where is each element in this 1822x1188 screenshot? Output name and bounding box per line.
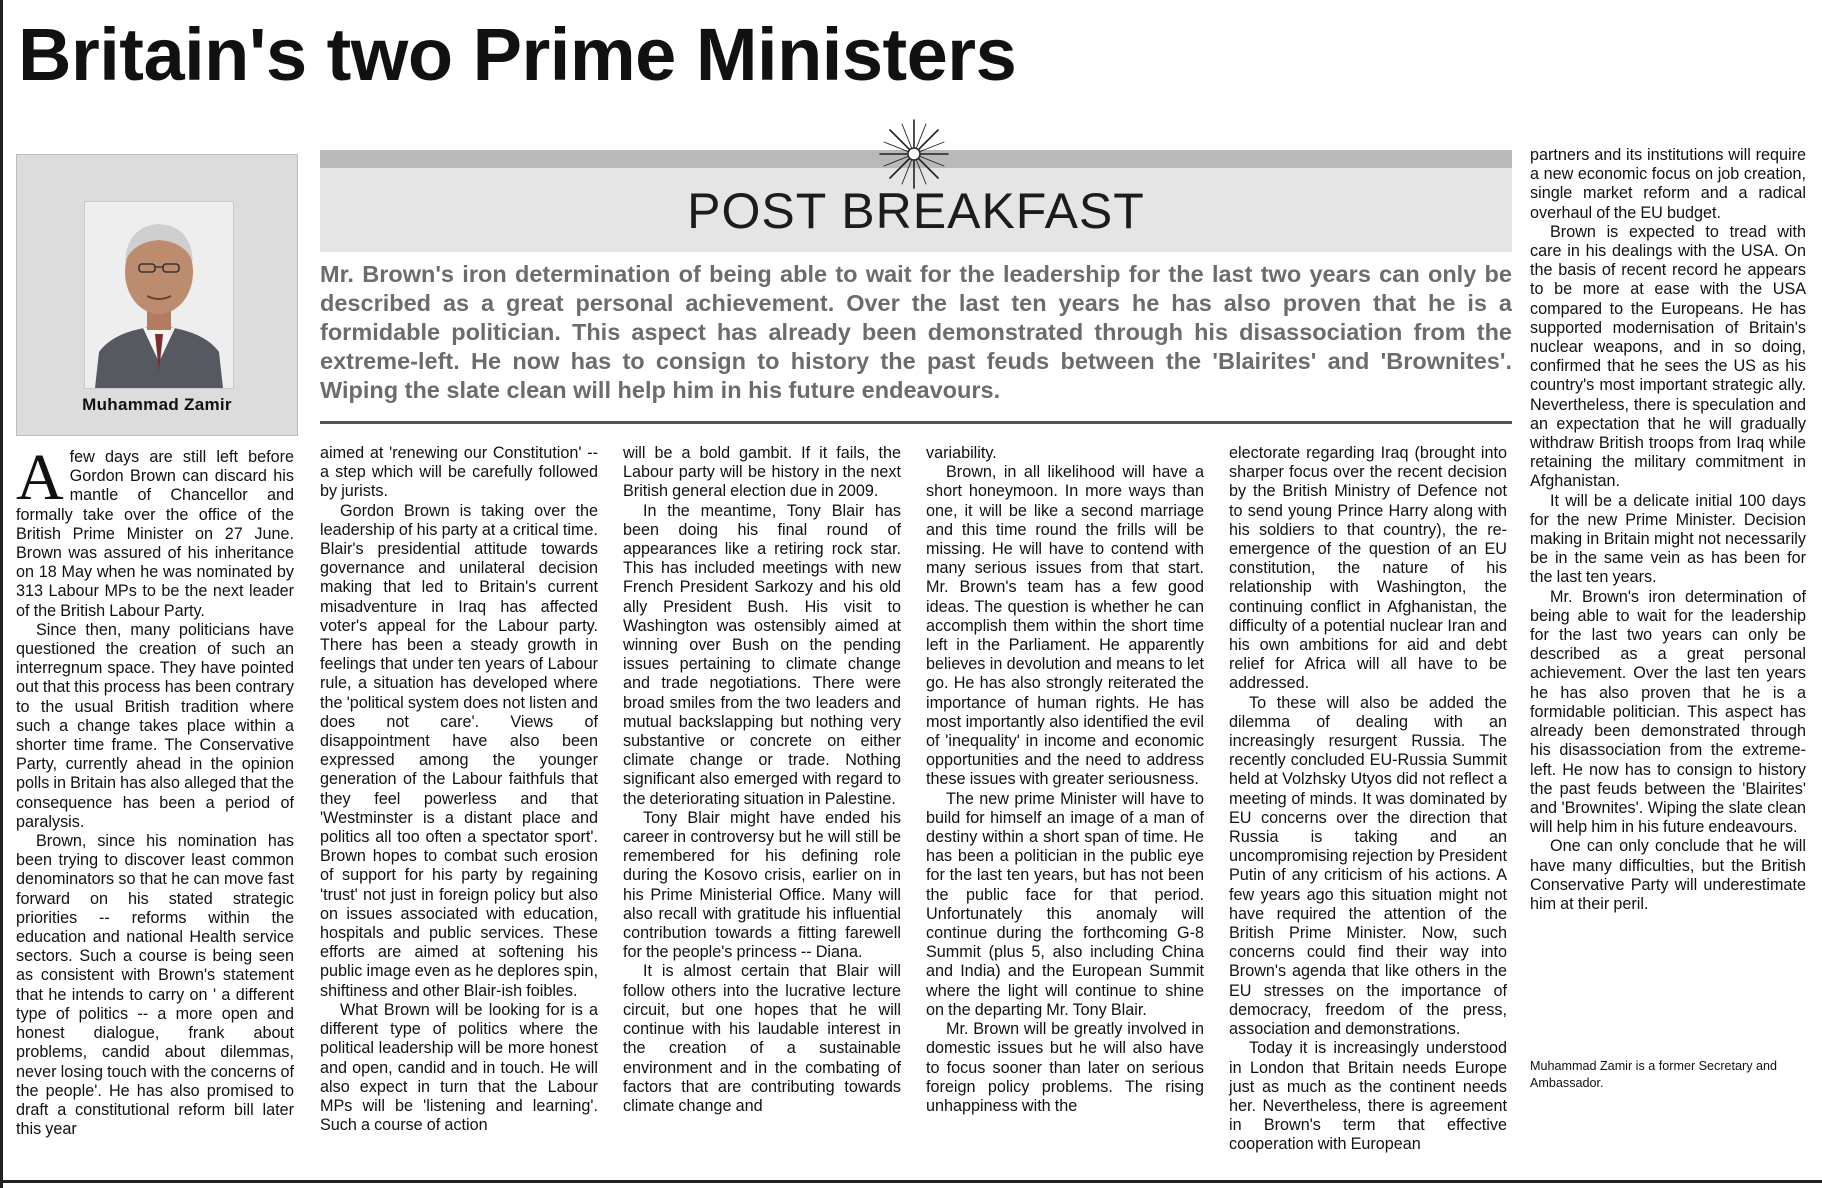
body-paragraph: To these will also be added the dilemma of dealing with an increasingly resurgent Russia. The recently concluded EU-Russia Summit held at Volzhsky Utyos did not reflect a meeting of minds. It was dominated by EU concerns over the direction that Russia is taking and an uncompromising rejection by President Putin of any criticism of his actions. A few years ago this situation might not have required the attention of the British Prime Minister. Now, such concerns could find their way into Brown's agenda that like others in the EU stresses on the importance of democracy, freedom of the press, association and demonstrations.: [1229, 693, 1507, 1039]
body-paragraph: Since then, many politicians have questioned the creation of such an interregnum space. They have pointed out that this process has been contrary to the usual British tradition where such a change takes place within a shorter time frame. The Conservative Party, currently ahead in the opinion polls in Britain has also alleged that the consequence has been a period of paralysis.: [16, 620, 294, 831]
drop-cap: A: [16, 441, 64, 514]
page-border-left: [0, 0, 3, 1188]
body-paragraph: One can only conclude that he will have many difficulties, but the British Conservative Party will underestimate him at their peril.: [1530, 837, 1806, 913]
article-column-2: [320, 444, 598, 1135]
author-photo: [84, 201, 234, 389]
body-paragraph: Brown, in all likelihood will have a short honeymoon. In more ways than one, it will be like a second marriage and this time round the frills will be missing. He will have to contend with many serious issues from that start. Mr. Brown's team has a few good ideas. The question is whether he can accomplish them within the short time left in the Parliament. He apparently believes in devolution and means to let go. He has also strongly reiterated the importance of human rights. He has most importantly also identified the evil of 'inequality' in income and economic opportunities and the need to address these issues with greater seriousness.: [926, 463, 1204, 789]
body-paragraph: Brown, since his nomination has been trying to discover least common denominators so that he can move fast forward on his stated strategic priorities -- reforms within the education and national Health service sectors. Such a course is being seen as consistent with Brown's statement that he intends to carry on ' a different type of politics -- a more open and honest dialogue, frank about problems, candid about dilemmas, never losing touch with the concerns of the people'. He has also promised to draft a constitutional reform bill later this year: [16, 832, 294, 1139]
article-column-5: [1229, 444, 1507, 1155]
body-paragraph: aimed at 'renewing our Constitution' -- a step which will be carefully followed by jurists.: [320, 444, 598, 501]
star-ornament-icon: [878, 118, 950, 190]
author-box: [16, 154, 298, 436]
article-column-6: [1530, 146, 1806, 914]
body-paragraph: electorate regarding Iraq (brought into sharper focus over the recent decision by the British Ministry of Defence not to send young Prince Harry along with his soldiers to that country), the re-emergence of the question of an EU constitution, the nature of his relationship with Washington, the continuing conflict in Afghanistan, the difficulty of a potential nuclear Iran and his own ambitions for aid and debt relief for Africa will all have to be addressed.: [1229, 444, 1507, 693]
headline: Britain's two Prime Ministers: [18, 13, 1017, 96]
body-paragraph: Gordon Brown is taking over the leadership of his party at a critical time. Blair's presidential attitude towards governance and unilateral decision making that led to Britain's current misadventure in Iraq has affected voter's appeal for the Labour party. There has been a steady growth in feelings that under ten years of Labour rule, a situation has developed where the 'political system does not listen and does not care'. Views of disappointment have also been expressed among the younger generation of the Labour faithfuls that they feel powerless and that 'Westminster is a distant place and politics all too often a spectator sport'. Brown hopes to combat such erosion of support for his party by regaining 'trust' not just in foreign policy but also on issues associated with education, hospitals and public services. These efforts are aimed at softening his public image even as he deplores spin, shiftiness and other Blair-ish foibles.: [320, 501, 598, 1000]
body-paragraph: partners and its institutions will require a new economic focus on job creation, single market reform and a radical overhaul of the EU budget.: [1530, 146, 1806, 222]
article-column-3: [623, 444, 901, 1116]
author-name: Muhammad Zamir: [82, 395, 232, 414]
body-paragraph: It is almost certain that Blair will follow others into the lucrative lecture circuit, but one hopes that he will continue with his laudable interest in the creation of a sustainable environment and in the combating of factors that are contributing towards climate change and: [623, 962, 901, 1115]
body-paragraph: Tony Blair might have ended his career in controversy but he will still be remembered for his defining role during the Kosovo crisis, earlier on in his Prime Ministerial Office. Many will also recall with gratitude his influential contribution towards a fitting farewell for the people's princess -- Diana.: [623, 808, 901, 962]
body-paragraph: What Brown will be looking for is a different type of politics where the political leadership will be more honest and open, candid and in touch. He will also expect in turn that the Labour MPs will be 'listening and learning'. Such a course of action: [320, 1000, 598, 1135]
page-border-bottom: [0, 1180, 1822, 1183]
author-bio: Muhammad Zamir is a former Secretary and Ambassador.: [1530, 1059, 1778, 1090]
lede-paragraph: Mr. Brown's iron determination of being able to wait for the leadership for the last two years can only be described as a great personal achievement. Over the last ten years he has also proven that he is a formidable politician. This aspect has already been demonstrated through his disassociation from the extreme-left. He now has to consign to history the past feuds between the 'Blairites' and 'Brownites'. Wiping the slate clean will help him in his future endeavours.: [320, 261, 1512, 403]
body-paragraph: In the meantime, Tony Blair has been doing his final round of appearances like a retiring rock star. This has included meetings with new French President Sarkozy and his old ally President Bush. His visit to Washington was ostensibly aimed at winning over Bush on the pending issues pertaining to climate change and trade negotiations. There were broad smiles from the two leaders and mutual backslapping but nothing very substantive or concrete on either climate change or trade. Nothing significant also emerged with regard to the deteriorating situation in Palestine.: [623, 501, 901, 808]
body-paragraph: variability.: [926, 444, 997, 462]
article-column-4: [926, 444, 1204, 1116]
article-column-1: [16, 441, 294, 1139]
body-paragraph: will be a bold gambit. If it fails, the Labour party will be history in the next British general election due in 2009.: [623, 444, 901, 501]
section-title: POST BREAKFAST: [687, 183, 1145, 239]
body-paragraph: Mr. Brown will be greatly involved in domestic issues but he will also have to focus sooner than later on serious foreign policy problems. The rising unhappiness with the: [926, 1020, 1204, 1115]
lede-rule: [320, 421, 1512, 424]
body-paragraph: Brown is expected to tread with care in his dealings with the USA. On the basis of recent record he appears to be more at ease with the USA compared to the Europeans. He has supported modernisation of Britain's nuclear weapons, and in so doing, confirmed that he sees the US as his country's most important strategic ally. Nevertheless, there is speculation and an expectation that he will gradually withdraw British troops from Iraq while retaining the military commitment in Afghanistan.: [1530, 222, 1806, 491]
body-paragraph: Today it is increasingly understood in London that Britain needs Europe just as much as the continent needs her. Nevertheless, there is agreement in Brown's term that effective cooperation with European: [1229, 1039, 1507, 1154]
body-paragraph: Mr. Brown's iron determination of being able to wait for the leadership for the last two years can only be described as a great personal achievement. Over the last ten years he has also proven that he is a formidable politician. This aspect has already been demonstrated through his disassociation from the extreme-left. He now has to consign to history the past feuds between the 'Blairites' and 'Brownites'. Wiping the slate clean will help him in his future endeavours.: [1530, 587, 1806, 837]
body-paragraph: Afew days are still left before Gordon Brown can discard his mantle of Chancellor and formally take over the office of the British Prime Minister on 27 June. Brown was assured of his inheritance on 18 May when he was nominated by 313 Labour MPs to be the next leader of the British Labour Party.: [16, 441, 294, 620]
body-paragraph: It will be a delicate initial 100 days for the new Prime Minister. Decision making in Britain might not necessarily be in the same vein as has been for the last ten years.: [1530, 491, 1806, 587]
body-paragraph: The new prime Minister will have to build for himself an image of a man of destiny within a short span of time. He has been a politician in the public eye for the last ten years, but has not been the public face for that period. Unfortunately this anomaly will continue during the forthcoming G-8 Summit (plus 5, also including China and India) and the European Summit where the light will continue to shine on the departing Mr. Tony Blair.: [926, 789, 1204, 1019]
